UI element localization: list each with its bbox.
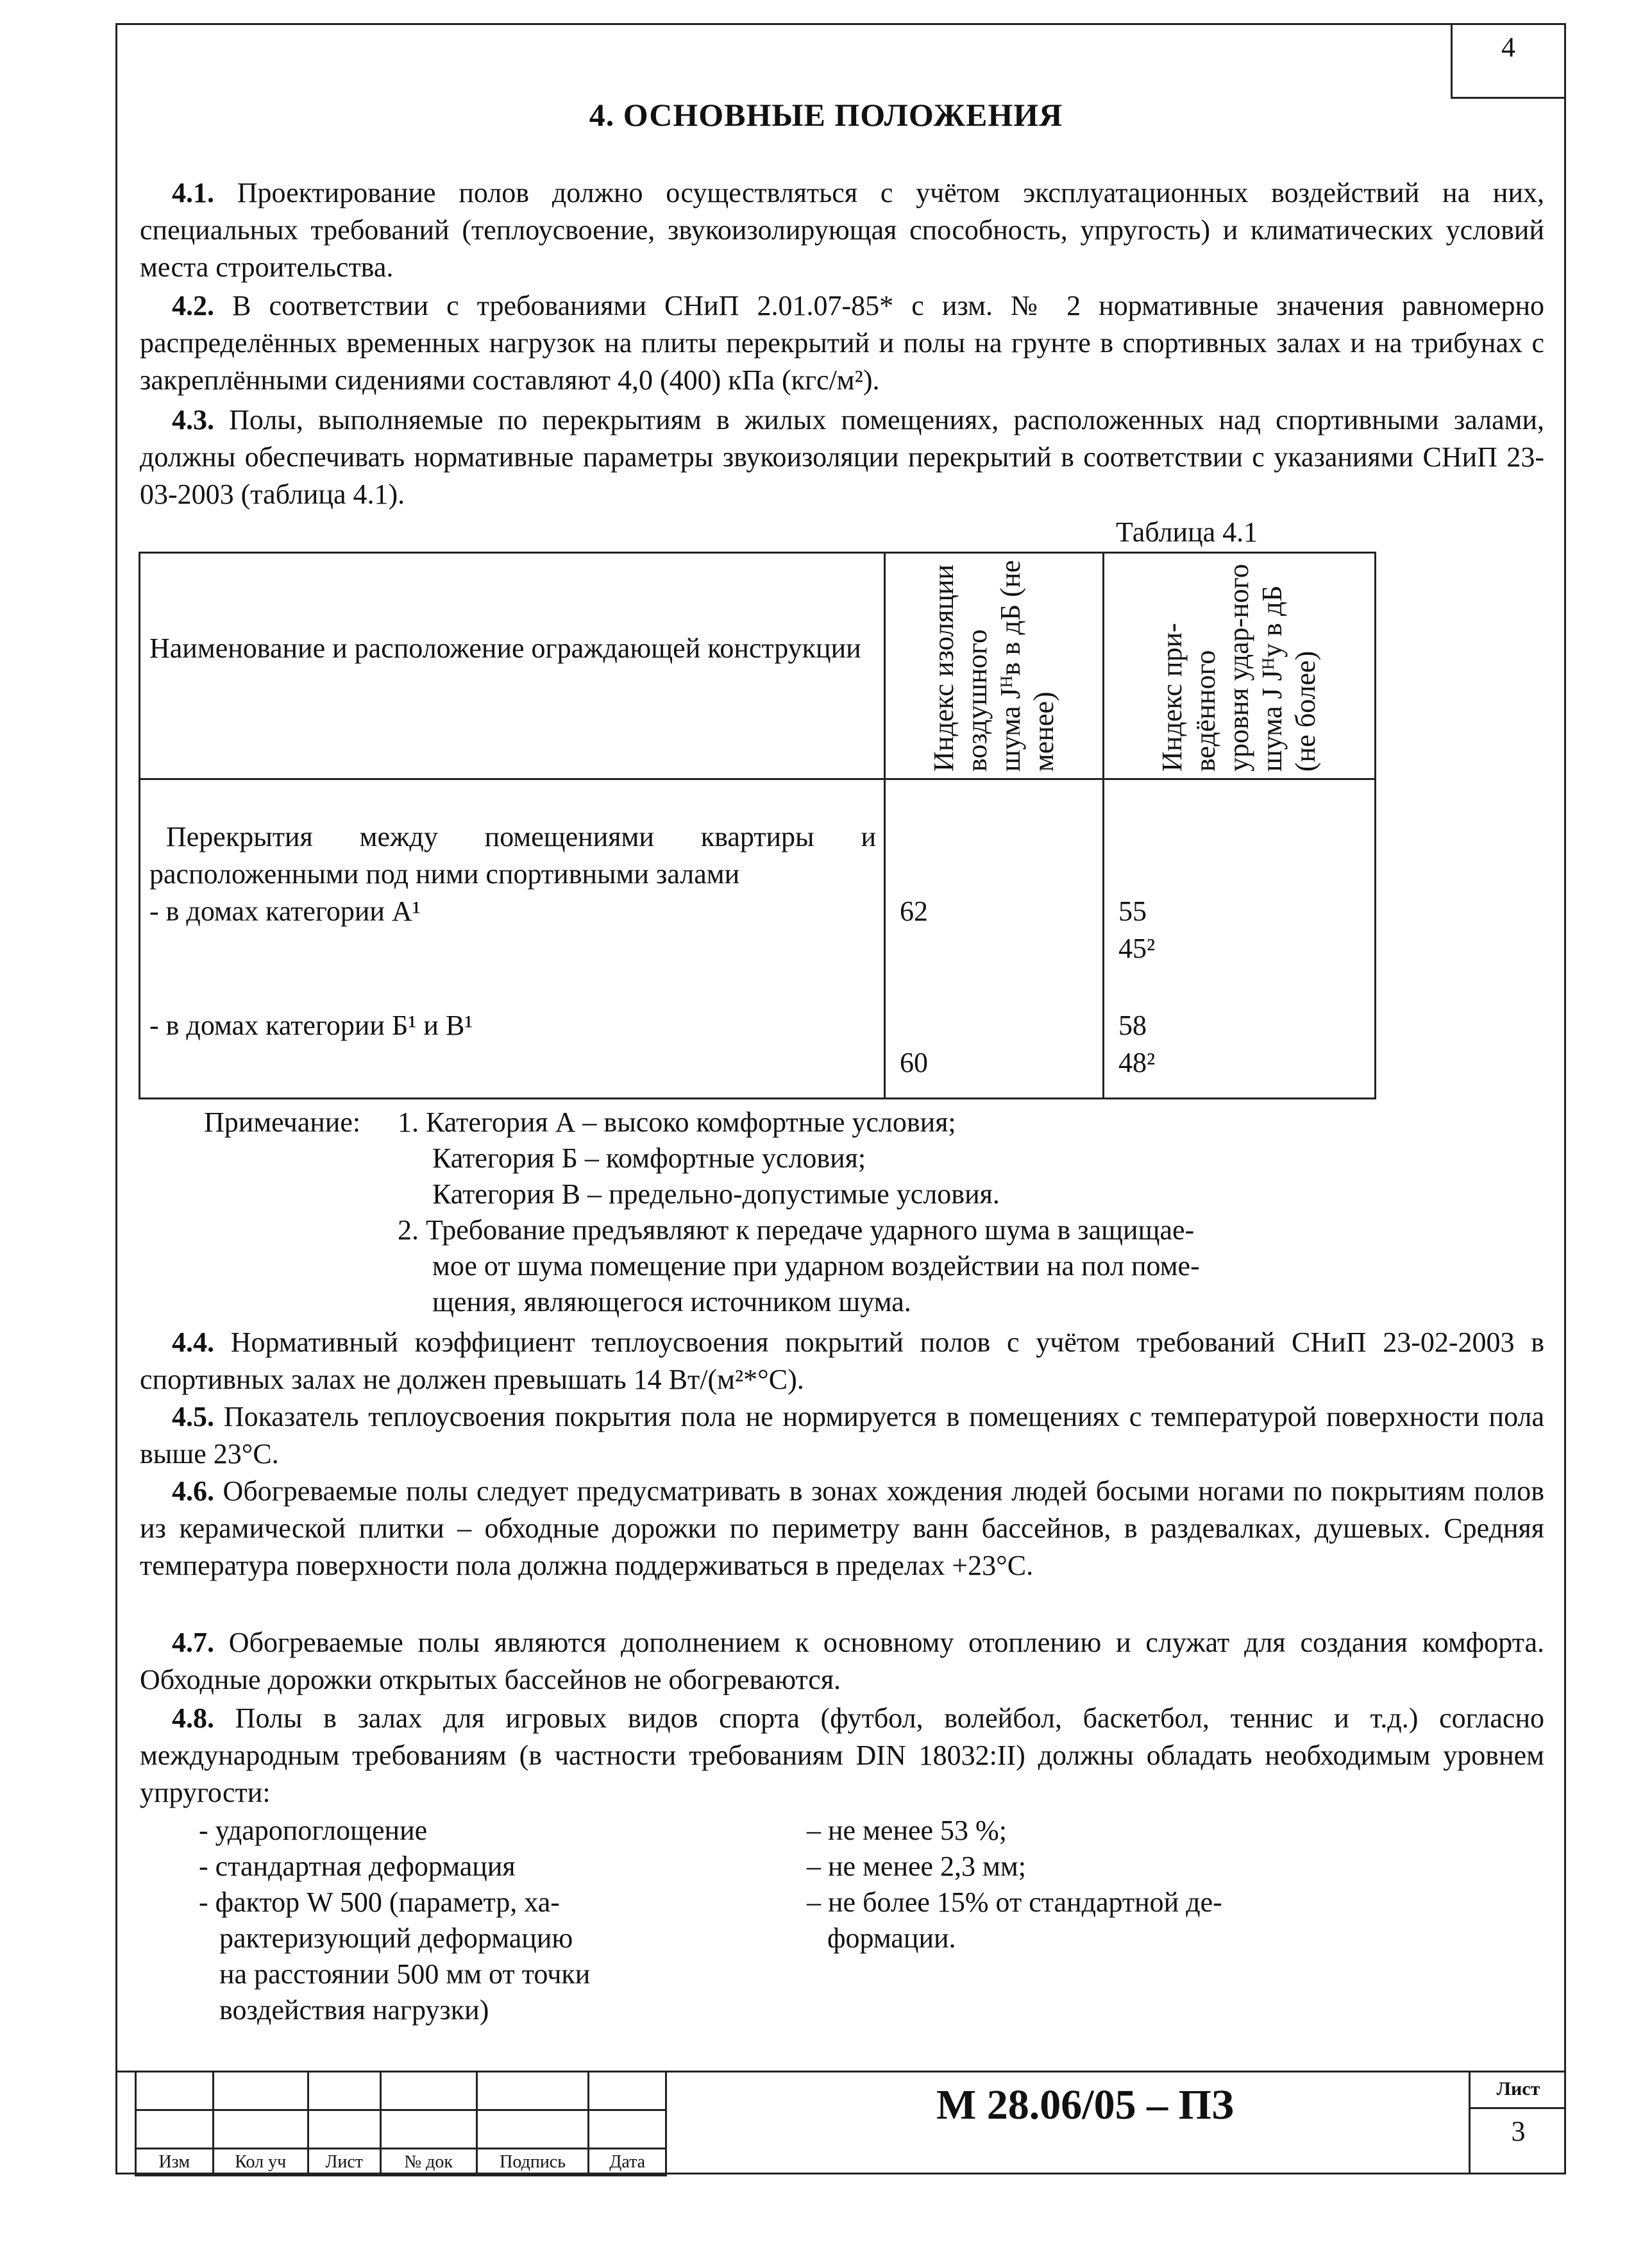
section-heading: 4. ОСНОВНЫЕ ПОЛОЖЕНИЯ — [589, 97, 1063, 133]
table-header-construction: Наименование и расположение ограждающей конструкции — [140, 553, 885, 779]
paragraph-text: Полы, выполняемые по перекрытиям в жилых помещениях, расположенных над спортивными залами, должны обеспечивать нормативные параметры звукоизоляции перекрытий в соответствии с указаниями СНиП 23-03-2003 (таблица 4.1). — [140, 404, 1544, 510]
value-1: – не менее 53 %; — [807, 1815, 1007, 1846]
value-2: – не менее 2,3 мм; — [807, 1851, 1026, 1882]
grid-col-date: Дата — [589, 2149, 666, 2176]
grid-col-docno: № док — [380, 2149, 476, 2176]
paragraph-4-6 — [140, 1473, 1544, 1584]
airborne-value-b: 60 — [900, 1047, 929, 1078]
table-header-impact — [1103, 553, 1375, 779]
notes-list — [398, 1105, 1200, 1320]
grid-col-change: Изм — [136, 2149, 214, 2176]
sheet-number: 3 — [1469, 2109, 1566, 2174]
table-row-category-b: - в домах категории Б¹ и В¹ — [149, 1010, 473, 1041]
table-airborne-values — [885, 779, 1104, 1099]
paragraph-text: В соответствии с требованиями СНиП 2.01.07-85* с изм. № 2 нормативные значения равномерно распределённых временных нагрузок на плиты перекрытий и полы на грунте в спортивных залах и на трибунах с закреплёнными сидениями составляют 4,0 (400) кПа (кгс/м²). — [140, 290, 1544, 396]
table-row-category-a: - в домах категории А¹ — [149, 895, 421, 927]
param-1: - ударопоглощение — [199, 1815, 428, 1846]
sheet-label: Лист — [1469, 2072, 1566, 2109]
airborne-value-a: 62 — [900, 895, 929, 927]
sound-insulation-table — [139, 552, 1376, 1099]
impact-value-b2: 48² — [1118, 1047, 1156, 1078]
note-1c: Категория В – предельно-допустимые условия. — [432, 1178, 1000, 1210]
paragraph-4-1 — [140, 174, 1544, 286]
table-impact-values — [1103, 779, 1375, 1099]
table-row-label-cell — [140, 779, 885, 1099]
impact-value-b1: 58 — [1118, 1010, 1147, 1041]
impact-value-a1: 55 — [1118, 895, 1147, 927]
paragraph-number: 4.6. — [172, 1475, 214, 1507]
paragraph-4-8 — [140, 1700, 1544, 1811]
impact-value-a2: 45² — [1118, 933, 1156, 964]
paragraph-4-2 — [140, 287, 1544, 399]
paragraph-text: Нормативный коэффициент теплоусвоения покрытий полов с учётом требований СНиП 23-02-2003 в спортивных залах не должен превышать 14 Вт/(м²*°С). — [140, 1326, 1544, 1395]
paragraph-4-5 — [140, 1398, 1544, 1473]
paragraph-4-7 — [140, 1624, 1544, 1699]
param-3b: рактеризующий деформацию — [219, 1922, 573, 1954]
elasticity-params — [199, 1813, 590, 2028]
note-2c: щения, являющегося источником шума. — [432, 1286, 911, 1318]
revision-grid — [135, 2071, 667, 2176]
param-3a: - фактор W 500 (параметр, ха- — [199, 1886, 560, 1918]
paragraph-4-4 — [140, 1324, 1544, 1398]
elasticity-values — [807, 1813, 1222, 1956]
value-3a: – не более 15% от стандартной де- — [807, 1886, 1222, 1918]
paragraph-number: 4.3. — [172, 404, 214, 436]
grid-col-count: Кол уч — [213, 2149, 308, 2176]
note-1a: 1. Категория А – высоко комфортные условия; — [398, 1106, 956, 1138]
grid-col-sheet: Лист — [308, 2149, 380, 2176]
impact-header-text: Индекс при-ведённого уровня удар-ного шума J Jᴴу в дБ (не более) — [1156, 564, 1322, 772]
paragraph-text: Обогреваемые полы являются дополнением к основному отоплению и служат для создания комфорта. Обходные дорожки открытых бассейнов не обогреваются. — [140, 1627, 1544, 1695]
table-header-airborne — [885, 553, 1104, 779]
paragraph-text: Обогреваемые полы следует предусматривать в зонах хождения людей босыми ногами по покрытиям полов из керамической плитки – обходные дорожки по периметру ванн бассейнов, в раздевалках, душевых. Средняя температура поверхности пола должна поддерживаться в пределах +23°С. — [140, 1475, 1544, 1581]
document-code: М 28.06/05 – ПЗ — [936, 2081, 1234, 2128]
note-2a: 2. Требование предъявляют к передаче ударного шума в защищае- — [398, 1214, 1195, 1246]
value-3b: формации. — [827, 1922, 956, 1954]
table-row-intro: Перекрытия между помещениями квартиры и расположенными под ними спортивными залами — [149, 821, 877, 890]
paragraph-text: Показатель теплоусвоения покрытия пола не нормируется в помещениях с температурой поверхности пола выше 23°С. — [140, 1401, 1544, 1470]
top-page-number: 4 — [1451, 23, 1566, 99]
table-caption: Таблица 4.1 — [1116, 516, 1258, 548]
paragraph-number: 4.1. — [172, 177, 214, 208]
paragraph-4-3 — [140, 402, 1544, 513]
param-2: - стандартная деформация — [199, 1851, 516, 1882]
paragraph-number: 4.7. — [172, 1627, 214, 1658]
sheet-box — [1469, 2072, 1566, 2174]
grid-col-signature: Подпись — [476, 2149, 589, 2176]
note-2b: мое от шума помещение при ударном воздействии на пол поме- — [432, 1250, 1200, 1282]
param-3c: на расстоянии 500 мм от точки — [219, 1958, 591, 1990]
param-3d: воздействия нагрузки) — [219, 1994, 489, 2026]
paragraph-number: 4.2. — [172, 290, 214, 321]
paragraph-number: 4.8. — [172, 1702, 214, 1734]
paragraph-number: 4.5. — [172, 1401, 214, 1432]
note-label: Примечание: — [204, 1106, 361, 1138]
paragraph-text: Проектирование полов должно осуществляться с учётом эксплуатационных воздействий на них, специальных требований (теплоусвоение, звукоизолирующая способность, упругость) и климатических условий места строительства. — [140, 177, 1544, 283]
airborne-header-text: Индекс изоляции воздушного шума Jᴴв в дБ (не менее) — [928, 560, 1059, 772]
paragraph-text: Полы в залах для игровых видов спорта (футбол, волейбол, баскетбол, теннис и т.д.) согласно международным требованиям (в частности требованиям DIN 18032:II) должны обладать необходимым уровнем упругости: — [140, 1702, 1544, 1808]
paragraph-number: 4.4. — [172, 1326, 214, 1358]
note-1b: Категория Б – комфортные условия; — [432, 1142, 866, 1174]
